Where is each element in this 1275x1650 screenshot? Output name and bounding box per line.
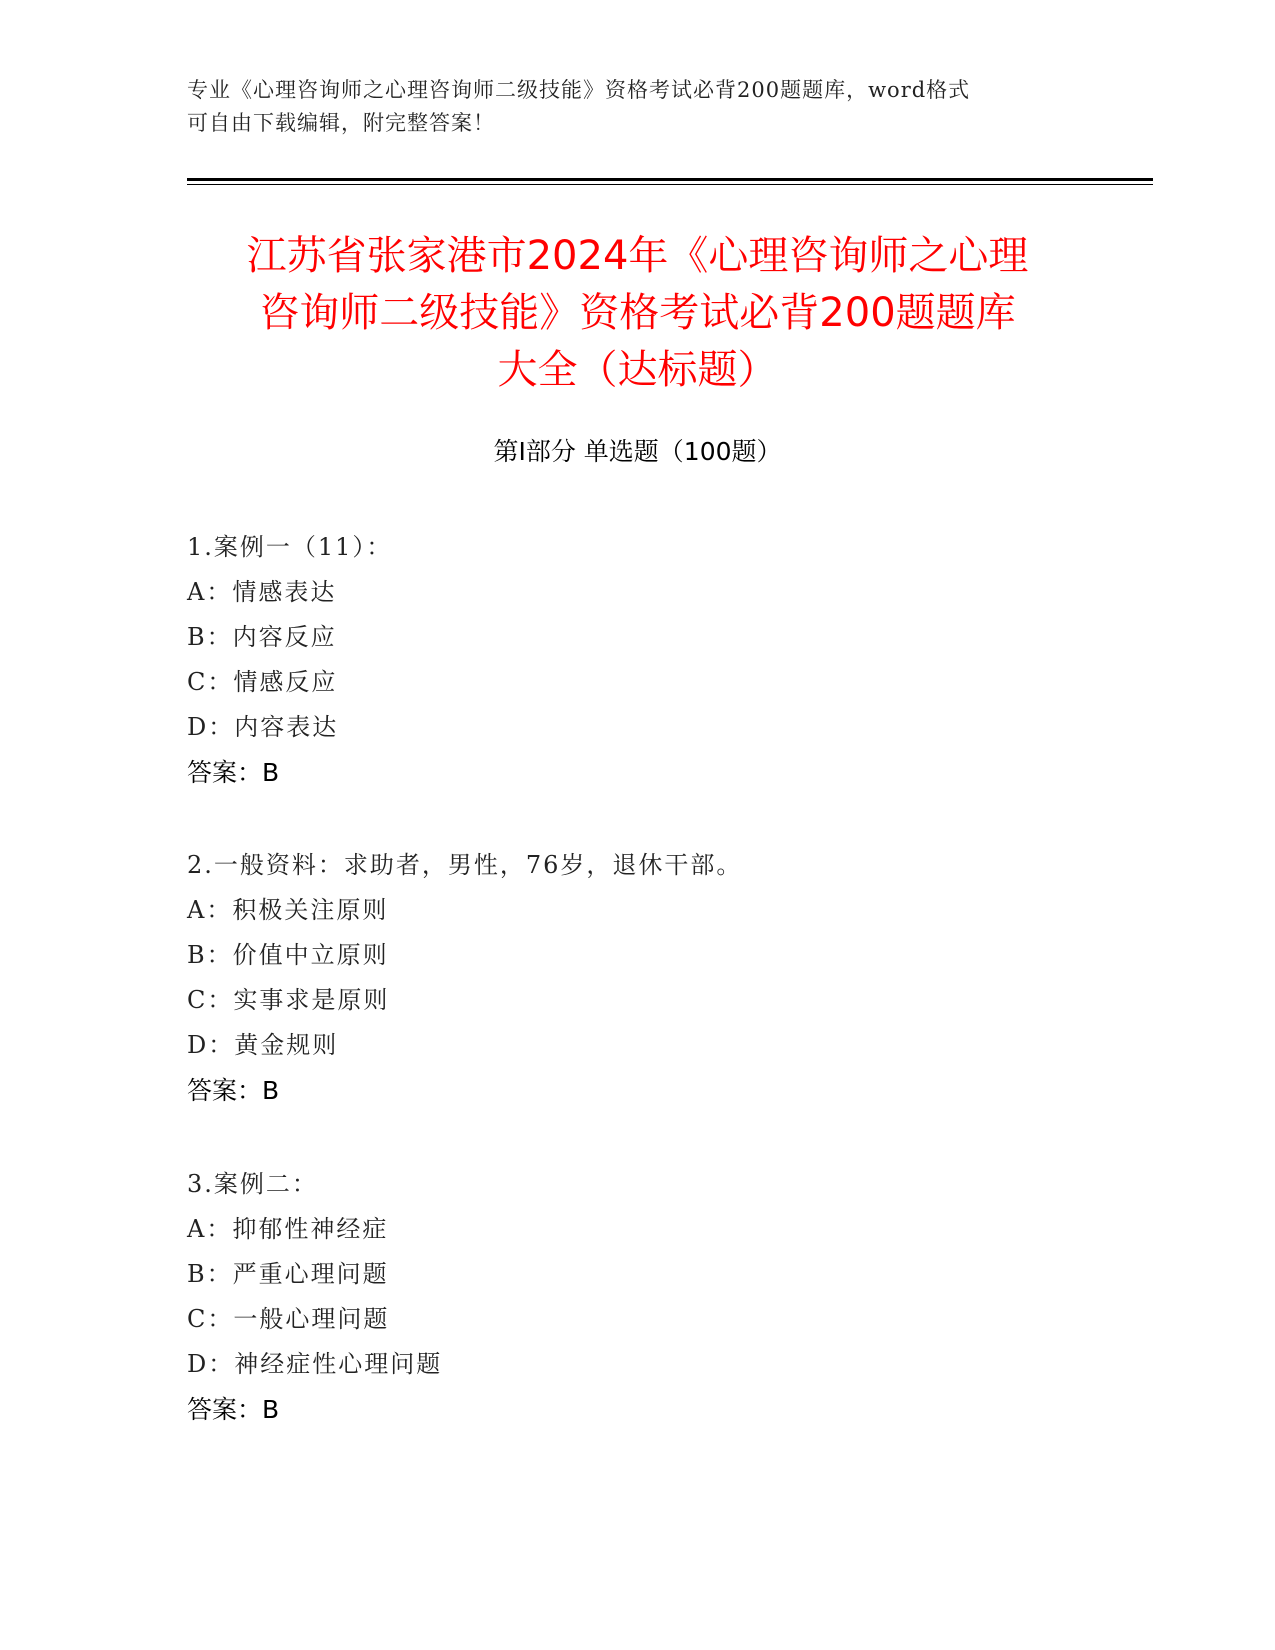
title-line2: 咨询师二级技能》资格考试必背200题题库 bbox=[259, 290, 1016, 336]
option-a: A：积极关注原则 bbox=[187, 896, 389, 924]
header-note-line1: 专业《心理咨询师之心理咨询师二级技能》资格考试必背200题题库，word格式 bbox=[187, 78, 971, 102]
section-title: 第Ⅰ部分 单选题（100题） bbox=[493, 437, 782, 466]
header-divider-thin bbox=[187, 184, 1153, 185]
option-d: D：内容表达 bbox=[187, 713, 339, 741]
question-stem: 2.一般资料：求助者，男性，76岁，退休干部。 bbox=[187, 851, 743, 879]
question-stem: 1.案例一（11）： bbox=[187, 533, 393, 561]
option-d: D：神经症性心理问题 bbox=[187, 1350, 443, 1378]
question-answer: 答案：B bbox=[187, 1076, 280, 1105]
question-answer: 答案：B bbox=[187, 758, 280, 787]
option-c: C：情感反应 bbox=[187, 668, 338, 696]
option-a: A：抑郁性神经症 bbox=[187, 1215, 389, 1243]
option-b: B：价值中立原则 bbox=[187, 941, 389, 969]
question-item bbox=[187, 1162, 1087, 1432]
question-stem: 3.案例二： bbox=[187, 1170, 318, 1198]
option-b: B：内容反应 bbox=[187, 623, 337, 651]
header-note-line2: 可自由下载编辑，附完整答案！ bbox=[187, 111, 495, 135]
title-line1: 江苏省张家港市2024年《心理咨询师之心理 bbox=[246, 233, 1029, 279]
title-line3: 大全（达标题） bbox=[497, 347, 778, 393]
option-b: B：严重心理问题 bbox=[187, 1260, 389, 1288]
question-item bbox=[187, 525, 1087, 795]
question-item bbox=[187, 843, 1087, 1113]
option-a: A：情感表达 bbox=[187, 578, 337, 606]
option-c: C：实事求是原则 bbox=[187, 986, 390, 1014]
option-d: D：黄金规则 bbox=[187, 1031, 339, 1059]
header-note bbox=[187, 74, 1087, 140]
header-divider-thick bbox=[187, 178, 1153, 181]
option-c: C：一般心理问题 bbox=[187, 1305, 390, 1333]
document-title bbox=[170, 228, 1105, 399]
question-answer: 答案：B bbox=[187, 1395, 280, 1424]
